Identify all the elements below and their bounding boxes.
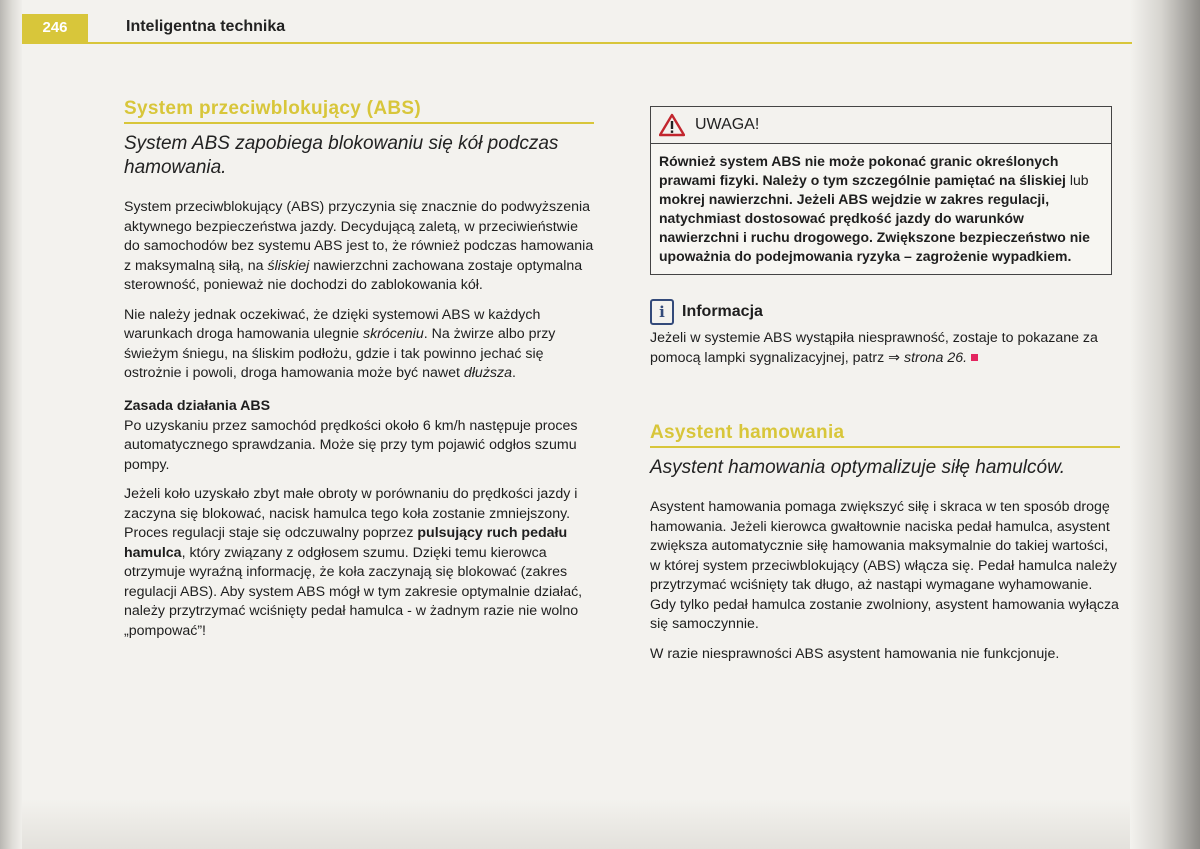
warning-triangle-icon (659, 113, 685, 137)
text-run: Również system ABS nie może pokonać granic określonych prawami fizyki. Należy o tym szczególnie pamiętać na śliskiej (659, 153, 1070, 188)
abs-paragraph-3: Po uzyskaniu przez samochód prędkości około 6 km/h następuje proces automatycznego sprawdzania. Może się przy tym pojawić odgłos szumu pompy. (124, 417, 578, 473)
text-run: lub (1069, 172, 1089, 188)
text-run: , który związany z odgłosem szumu. Dzięki temu kierowca otrzymuje wyraźną informację, że koła zaczynają się blokować (zakres regulacji ABS). Aby system ABS mógł w tym zakresie optymalnie działać, należy przytrzymać wciśnięty pedał hamulca - w żadnym razie nie wolno „pompować”! (124, 544, 583, 639)
brake-assist-paragraph-1: Asystent hamowania pomaga zwiększyć siłę i skraca w ten sposób drogę hamowania. Jeżeli kierowca gwałtownie naciska pedał hamulca, asystent zwiększa automatycznie siłę hamowania maksymalnie do takiej wartości, w której system przeciwblokujący (ABS) włącza się. Pedał hamulca należy przytrzymać wciśnięty tak długo, aż nastąpi wymagane wyhamowanie. Gdy tylko pedał hamulca zostanie zwolniony, asystent hamowania wyłącza się samoczynnie. (650, 499, 1119, 632)
end-mark-square (971, 354, 978, 361)
text-run: Jeżeli w systemie ABS wystąpiła niesprawność, zostaje to pokazane za pomocą lampki sygnalizacyjnej, patrz ⇒ (650, 330, 1098, 366)
emphasis-text: śliskiej (267, 257, 310, 274)
page-edge-left (0, 0, 22, 849)
warning-title: UWAGA! (695, 116, 760, 133)
brake-assist-title: Asystent hamowania (650, 422, 845, 443)
text-run: Nie należy jednak oczekiwać, że dzięki systemowi ABS w każdych warunkach droga hamowania ulegnie (124, 306, 541, 342)
emphasis-text: skróceniu (362, 326, 424, 342)
abs-paragraph-1 (124, 198, 594, 296)
text-run: System przeciwblokujący (ABS) przyczynia się znacznie do podwyższenia aktywnego bezpieczeństwa jazdy. Decydującą zaletą, w przeciwieństwie do samochodów bez systemu ABS jest to, że również podczas hamowania z maksymalną siłą, na (124, 199, 594, 274)
text-run: . Na żwirze albo przy świeżym śniegu, na śliskim podłożu, gdzie i tak powinno jechać się ostrożnie i powoli, droga hamowania może być nawet (124, 326, 556, 381)
text-run: mokrej nawierzchni. Jeżeli ABS wejdzie w zakres regulacji, natychmiast dostosować prędkość jazdy do warunków nawierzchni i ruchu drogowego. Zwiększone bezpieczeństwo nie upoważnia do podejmowania ryzyka – zagrożenie wypadkiem. (659, 191, 1090, 264)
text-run: . (512, 365, 516, 381)
info-header (650, 299, 1120, 325)
abs-section-title: System przeciwblokujący (ABS) (124, 98, 421, 119)
bold-text: pulsujący ruch pedału hamulca (124, 525, 568, 561)
info-title: Informacja (682, 303, 763, 320)
abs-section-subtitle: System ABS zapobiega blokowaniu się kół podczas hamowania. (124, 133, 559, 178)
page-reference: strona 26. (903, 349, 968, 366)
text-run: Jeżeli koło uzyskało zbyt małe obroty w porównaniu do prędkości jazdy i zaczyna się blokować, nacisk hamulca tego koła zostanie zmniejszony. Proces regulacji staje się odczuwalny poprzez (124, 486, 578, 541)
right-column (650, 106, 1120, 674)
brake-assist-title-rule (650, 446, 1120, 448)
abs-paragraph-4 (124, 485, 594, 641)
brake-assist-subtitle: Asystent hamowania optymalizuje siłę hamulców. (650, 457, 1066, 478)
warning-text (651, 144, 1111, 274)
left-column (124, 98, 594, 651)
text-run: nawierzchni zachowana zostaje optymalna sterowność, ponieważ nie dochodzi do zablokowania kół. (124, 257, 583, 293)
abs-title-rule (124, 122, 594, 124)
page-edge-right (1130, 0, 1200, 849)
info-block (650, 299, 1120, 368)
brake-assist-paragraph-2: W razie niesprawności ABS asystent hamowania nie funkcjonuje. (650, 645, 1060, 662)
info-icon: i (650, 299, 674, 325)
abs-paragraph-2 (124, 306, 594, 384)
emphasis-text: dłuższa (463, 365, 512, 381)
brake-assist-section (650, 422, 1120, 664)
warning-box (650, 106, 1112, 275)
page-number: 246 (22, 14, 88, 42)
abs-subheading: Zasada działania ABS (124, 397, 271, 414)
page-bottom-shadow (22, 799, 1130, 849)
running-title: Inteligentna technika (126, 18, 286, 35)
info-text (650, 329, 1120, 368)
warning-header (651, 107, 1111, 144)
